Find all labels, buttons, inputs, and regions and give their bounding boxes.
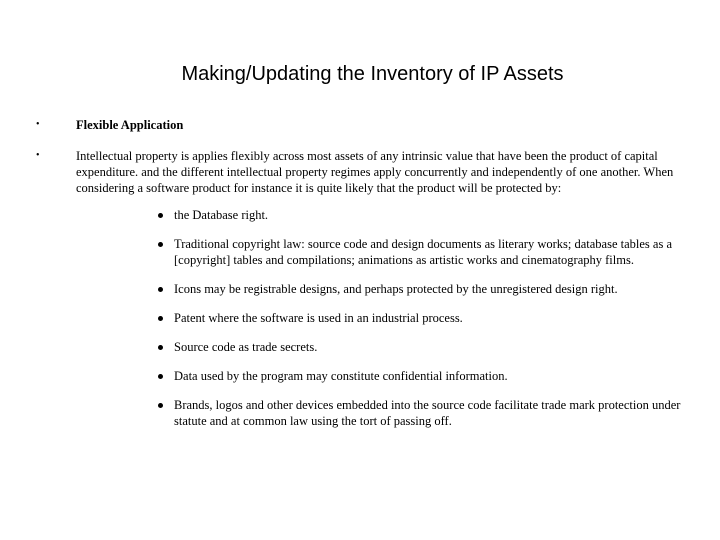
bullet-item-intellectual-property <box>36 148 686 429</box>
bullet-text: Intellectual property is applies flexibly across most assets of any intrinsic value that have been the product of capital expenditure. and the different intellectual property regimes apply concurrently and independently of one another. When considering a software product for instance it is quite likely that the product will be protected by: <box>76 149 674 195</box>
sub-bullet-text: the Database right. <box>174 208 269 222</box>
sub-bullet-icon <box>158 213 163 218</box>
sub-bullet-item <box>76 236 686 268</box>
sub-bullet-item <box>76 368 686 384</box>
sub-bullet-icon <box>158 316 163 321</box>
bullet-icon: • <box>36 150 40 161</box>
bullet-icon: • <box>36 119 40 130</box>
sub-bullet-icon <box>158 374 163 379</box>
sub-bullet-text: Traditional copyright law: source code and design documents as literary works; database tables as a [copyright] tables and compilations; animations as artistic works and cinematography films. <box>174 237 673 267</box>
bullet-text: Flexible Application <box>76 118 184 132</box>
sub-bullet-item <box>76 397 686 429</box>
sub-bullet-icon <box>158 287 163 292</box>
sub-bullet-list <box>76 207 686 429</box>
sub-bullet-text: Brands, logos and other devices embedded into the source code facilitate trade mark protection under statute and at common law using the tort of passing off. <box>174 398 681 428</box>
bullet-item-flexible-application <box>36 117 686 133</box>
sub-bullet-icon <box>158 345 163 350</box>
sub-bullet-item <box>76 207 686 223</box>
sub-bullet-text: Source code as trade secrets. <box>174 340 318 354</box>
bullet-list <box>36 117 686 429</box>
sub-bullet-text: Data used by the program may constitute confidential information. <box>174 369 508 383</box>
sub-bullet-text: Icons may be registrable designs, and perhaps protected by the unregistered design right. <box>174 282 618 296</box>
sub-bullet-icon <box>158 403 163 408</box>
sub-bullet-item <box>76 281 686 297</box>
slide-title: Making/Updating the Inventory of IP Assets <box>181 63 564 85</box>
sub-bullet-item <box>76 310 686 326</box>
sub-bullet-item <box>76 339 686 355</box>
sub-bullet-text: Patent where the software is used in an industrial process. <box>174 311 463 325</box>
sub-bullet-icon <box>158 242 163 247</box>
